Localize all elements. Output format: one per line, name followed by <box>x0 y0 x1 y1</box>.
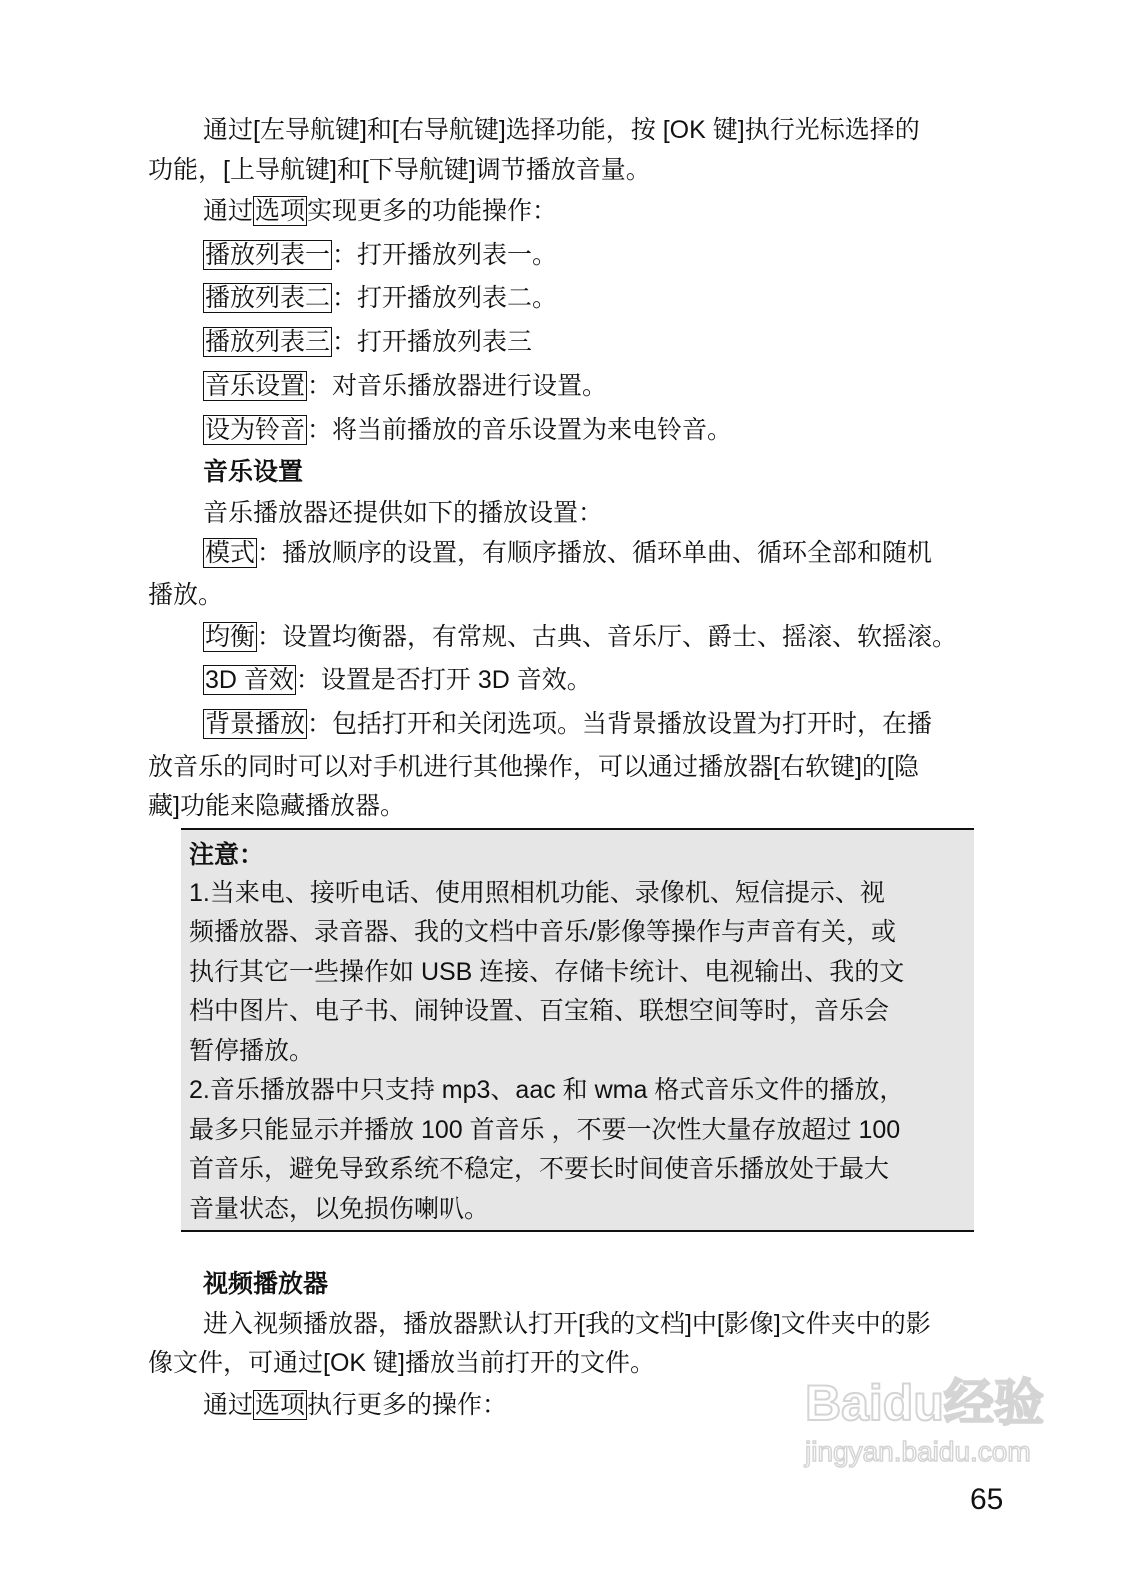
note-line: 2.音乐播放器中只支持 mp3、aac 和 wma 格式音乐文件的播放， <box>189 1076 905 1104</box>
paragraph-line: 放音乐的同时可以对手机进行其他操作，可以通过播放器[右软键]的[隐 <box>148 753 919 781</box>
note-line: 音量状态，以免损伤喇叭。 <box>189 1195 490 1223</box>
setting-item <box>203 620 957 654</box>
option-desc: ：打开播放列表三 <box>332 328 533 356</box>
option-term: 播放列表二 <box>205 284 331 312</box>
option-item <box>203 281 557 315</box>
options-term: 选项 <box>255 1391 306 1419</box>
text: 通过 <box>203 1391 254 1419</box>
paragraph-line: 藏]功能来隐藏播放器。 <box>148 792 405 820</box>
note-line: 暂停播放。 <box>189 1037 315 1065</box>
note-line: 1.当来电、接听电话、使用照相机功能、录像机、短信提示、视 <box>189 879 885 907</box>
setting-item <box>203 707 932 741</box>
setting-term: 3D 音效 <box>205 666 294 694</box>
option-item <box>203 413 732 447</box>
watermark-logo: Baidu经验 <box>805 1375 1044 1431</box>
section-heading: 音乐设置 <box>203 458 304 486</box>
note-line: 首音乐，避免导致系统不稳定，不要长时间使音乐播放处于最大 <box>189 1155 890 1183</box>
setting-term: 背景播放 <box>205 710 306 738</box>
note-line: 频播放器、录音器、我的文档中音乐/影像等操作与声音有关，或 <box>189 918 896 946</box>
text: 执行更多的操作： <box>307 1391 508 1419</box>
watermark-url: jingyan.baidu.com <box>805 1436 1031 1467</box>
page-number: 65 <box>970 1483 1004 1516</box>
option-term: 播放列表一 <box>205 241 331 269</box>
option-item <box>203 369 607 403</box>
baidu-watermark <box>795 1335 1065 1471</box>
option-desc: ：将当前播放的音乐设置为来电铃音。 <box>307 416 733 444</box>
paragraph-line: 功能，[上导航键]和[下导航键]调节播放音量。 <box>148 156 651 184</box>
option-desc: ：对音乐播放器进行设置。 <box>307 372 608 400</box>
setting-item <box>203 536 932 570</box>
section-heading: 视频播放器 <box>203 1270 329 1298</box>
paragraph-line: 像文件，可通过[OK 键]播放当前打开的文件。 <box>148 1349 655 1377</box>
option-desc: ：打开播放列表二。 <box>332 284 558 312</box>
option-term: 播放列表三 <box>205 328 331 356</box>
setting-desc: ：包括打开和关闭选项。当背景播放设置为打开时，在播 <box>307 710 933 738</box>
setting-item <box>203 663 592 697</box>
note-line: 执行其它一些操作如 USB 连接、存储卡统计、电视输出、我的文 <box>189 958 905 986</box>
note-line: 最多只能显示并播放 100 首音乐 ，不要一次性大量存放超过 100 <box>189 1116 901 1144</box>
paragraph-line: 音乐播放器还提供如下的播放设置： <box>203 499 604 527</box>
setting-desc: ：播放顺序的设置，有顺序播放、循环单曲、循环全部和随机 <box>257 539 933 567</box>
paragraph-line: 播放。 <box>148 581 224 609</box>
setting-desc: ：设置均衡器，有常规、古典、音乐厅、爵士、摇滚、软摇滚。 <box>257 623 958 651</box>
setting-desc: ：设置是否打开 3D 音效。 <box>295 666 592 694</box>
paragraph-line: 通过[左导航键]和[右导航键]选择功能，按 [OK 键]执行光标选择的 <box>203 116 920 144</box>
options-line <box>203 1388 507 1422</box>
text: 实现更多的功能操作： <box>307 197 558 225</box>
note-line: 档中图片、电子书、闹钟设置、百宝箱、联想空间等时，音乐会 <box>189 997 890 1025</box>
options-term: 选项 <box>255 197 306 225</box>
option-item <box>203 238 557 272</box>
options-line <box>203 194 557 228</box>
paragraph-line: 进入视频播放器，播放器默认打开[我的文档]中[影像]文件夹中的影 <box>203 1310 931 1338</box>
note-title: 注意： <box>189 841 265 869</box>
option-desc: ：打开播放列表一。 <box>332 241 558 269</box>
option-term: 设为铃音 <box>205 416 306 444</box>
text: 通过 <box>203 197 254 225</box>
setting-term: 模式 <box>205 539 256 567</box>
option-term: 音乐设置 <box>205 372 306 400</box>
note-box <box>181 828 974 1232</box>
option-item <box>203 325 532 359</box>
setting-term: 均衡 <box>205 623 256 651</box>
